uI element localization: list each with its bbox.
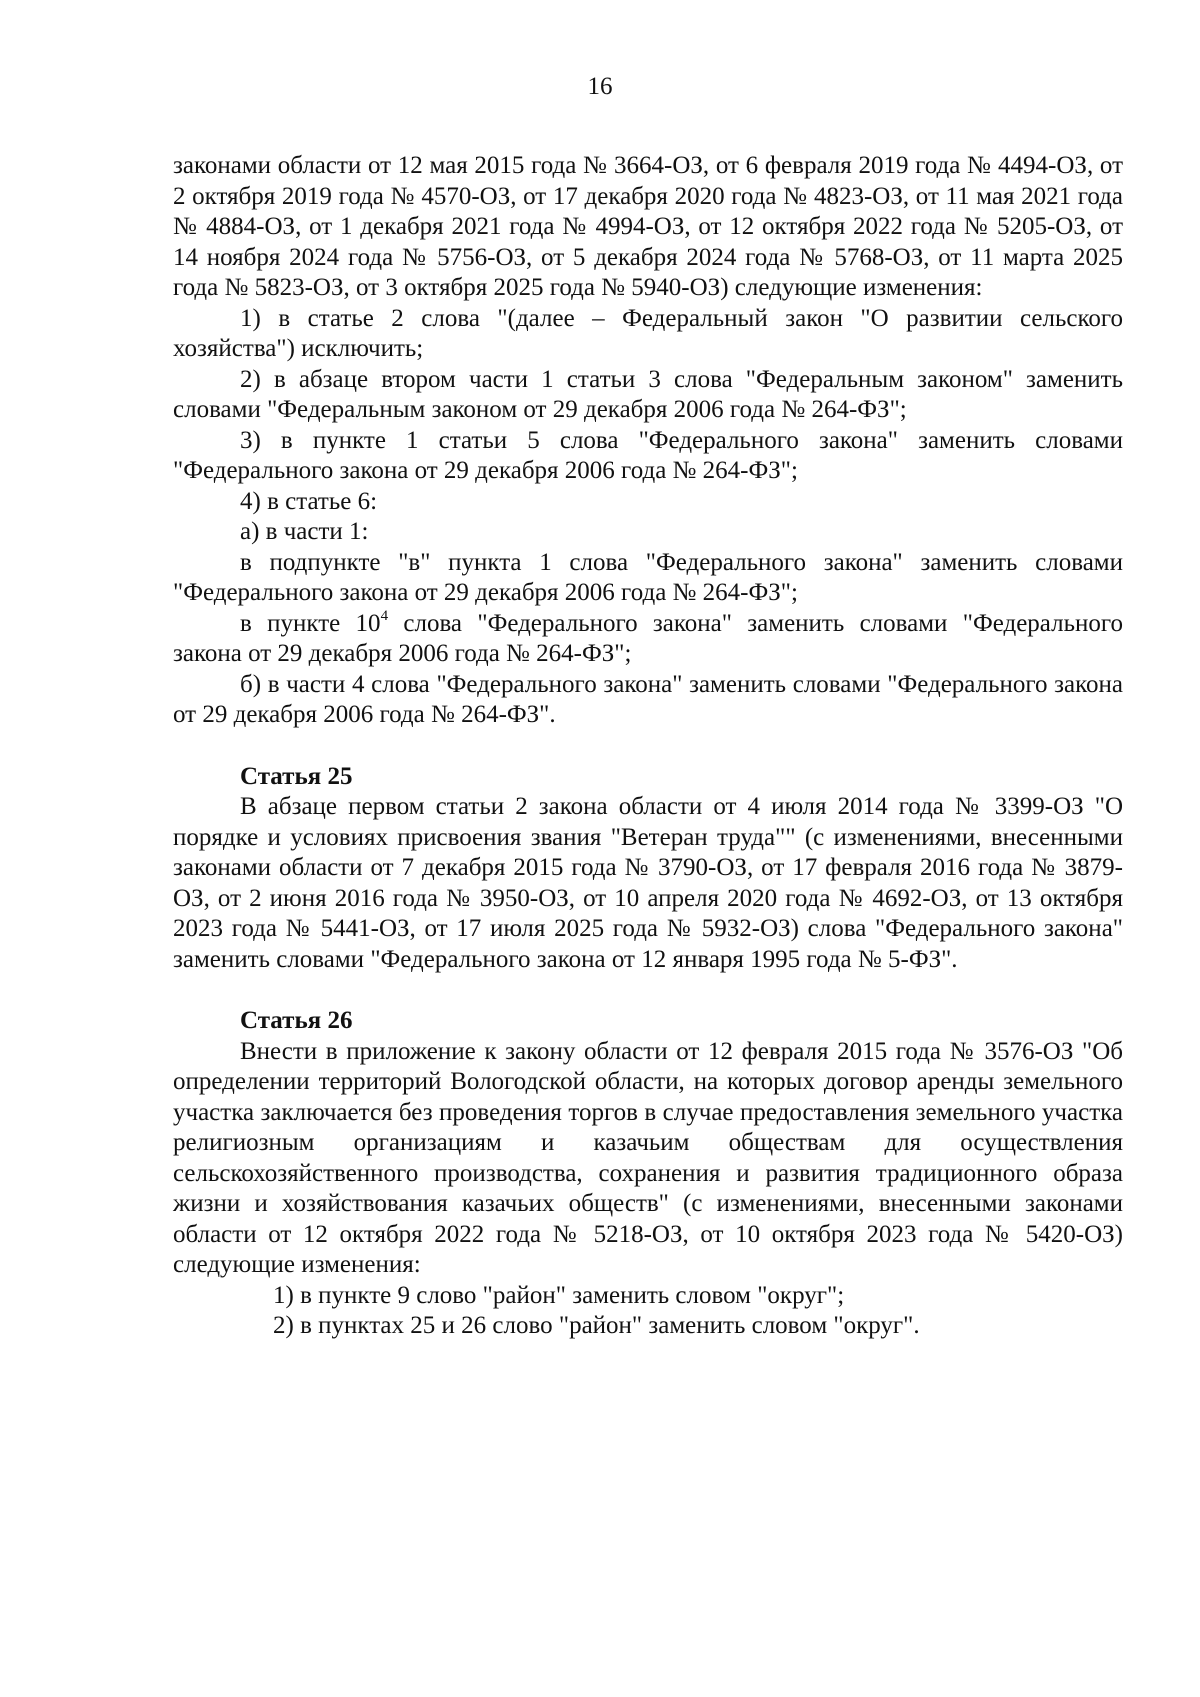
article-25-heading: Статья 25 xyxy=(240,762,353,790)
amendment-item-2: 2) в абзаце втором части 1 статьи 3 слова "Федеральным законом" заменить словами "Федеральным законом от 29 декабря 2006 года № 264-ФЗ"; xyxy=(173,365,1123,423)
article-26-item-1: 1) в пункте 9 слово "район" заменить словом "округ"; xyxy=(273,1281,845,1309)
article-26-item-2: 2) в пунктах 25 и 26 слово "район" заменить словом "округ". xyxy=(273,1312,920,1339)
spacer xyxy=(173,731,1123,762)
superscript-number: 4 xyxy=(380,607,389,624)
spacer xyxy=(173,975,1123,1006)
article-26-heading: Статья 26 xyxy=(240,1007,353,1034)
article-25-text: В абзаце первом статьи 2 закона области от 4 июля 2014 года № 3399-ОЗ "О порядке и условиях присвоения звания "Ветеран труда"" (с изменениями, внесенными законами области от 7 декабря 2015 года № 3790-ОЗ, от 17 февраля 2016 года № 3879-ОЗ, от 2 июня 2016 года № 3950-ОЗ, от 10 апреля 2020 года № 4692-ОЗ, от 13 октября 2023 года № 5441-ОЗ, от 17 июля 2025 года № 5932-ОЗ) слова "Федерального закона" заменить словами "Федерального закона от 12 января 1995 года № 5-ФЗ". xyxy=(173,793,1123,973)
amendment-item-4a: а) в части 1: xyxy=(240,518,369,545)
amendment-item-4a-1: в подпункте "в" пункта 1 слова "Федерального закона" заменить словами "Федерального закона от 29 декабря 2006 года № 264-ФЗ"; xyxy=(173,548,1123,606)
page-number: 16 xyxy=(587,73,613,100)
amendment-item-4a-2 xyxy=(173,609,1123,670)
amendment-item-3: 3) в пункте 1 статьи 5 слова "Федерального закона" заменить словами "Федерального закона от 29 декабря 2006 года № 264-ФЗ"; xyxy=(173,426,1123,484)
amendment-item-1: 1) в статье 2 слова "(далее – Федеральный закон "О развитии сельского хозяйства") исключить; xyxy=(173,304,1123,362)
item-4a-2-end: слова "Федерального закона" заменить словами "Федерального закона от 29 декабря 2006 года № 264-ФЗ"; xyxy=(173,609,1123,667)
amendment-item-4: 4) в статье 6: xyxy=(240,487,378,515)
article-26-text: Внести в приложение к закону области от 12 февраля 2015 года № 3576-ОЗ "Об определении территорий Вологодской области, на которых договор аренды земельного участка заключается без проведения торгов в случае предоставления земельного участка религиозным организациям и казачьим обществам для осуществления сельскохозяйственного производства, сохранения и развития традиционного образа жизни и хозяйствования казачьих обществ" (с изменениями, внесенными законами области от 12 октября 2022 года № 5218-ОЗ, от 10 октября 2023 года № 5420-ОЗ) следующие изменения: xyxy=(173,1037,1123,1278)
amendment-item-4b: б) в части 4 слова "Федерального закона" заменить словами "Федерального закона от 29 декабря 2006 года № 264-ФЗ". xyxy=(173,670,1123,728)
document-body xyxy=(173,151,1123,1342)
intro-paragraph: законами области от 12 мая 2015 года № 3664-ОЗ, от 6 февраля 2019 года № 4494-ОЗ, от 2 октября 2019 года № 4570-ОЗ, от 17 декабря 2020 года № 4823-ОЗ, от 11 мая 2021 года № 4884-ОЗ, от 1 декабря 2021 года № 4994-ОЗ, от 12 октября 2022 года № 5205-ОЗ, от 14 ноября 2024 года № 5756-ОЗ, от 5 декабря 2024 года № 5768-ОЗ, от 11 марта 2025 года № 5823-ОЗ, от 3 октября 2025 года № 5940-ОЗ) следующие изменения: xyxy=(173,152,1123,301)
item-4a-2-start: в пункте 10 xyxy=(240,609,381,637)
